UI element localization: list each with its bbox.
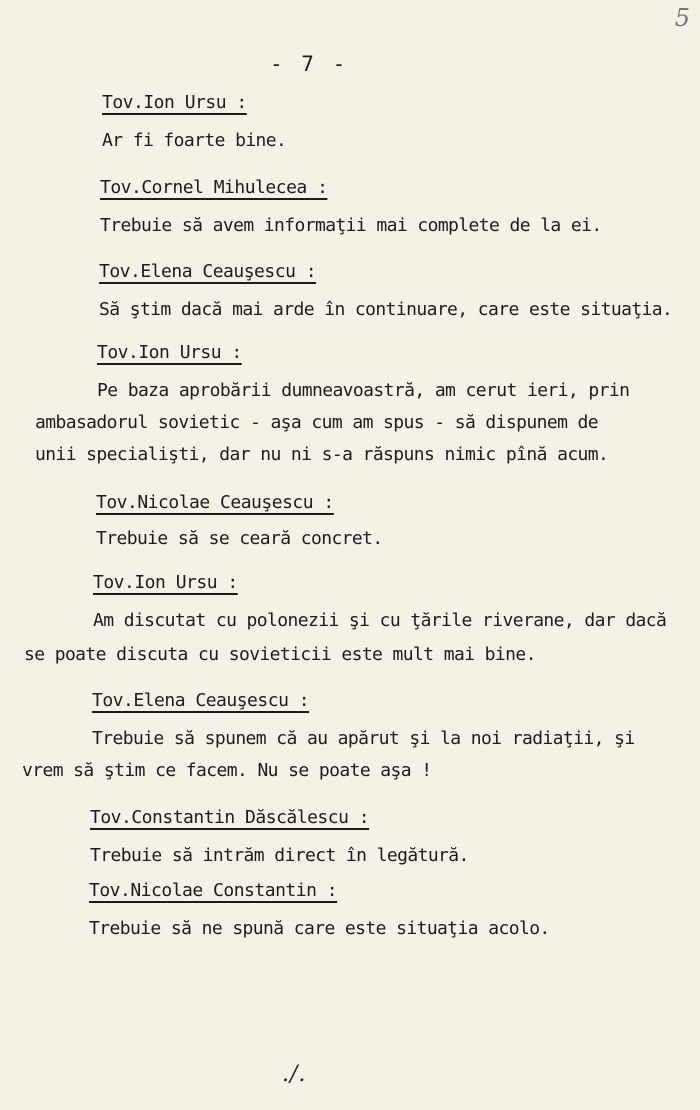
speech-line: vrem să ştim ce facem. Nu se poate aşa ! xyxy=(22,760,432,781)
speaker-name: Tov.Elena Ceauşescu : xyxy=(99,261,317,282)
speech-line: se poate discuta cu sovieticii este mult mai bine. xyxy=(24,644,536,665)
speaker-name: Tov.Nicolae Constantin : xyxy=(89,880,338,901)
speaker-name: Tov.Constantin Dăscălescu : xyxy=(90,807,370,828)
speaker-name: Tov.Cornel Mihulecea : xyxy=(100,177,328,198)
continuation-mark: ./. xyxy=(282,1062,307,1087)
speech-line: Trebuie să spunem că au apărut şi la noi radiaţii, şi xyxy=(92,728,635,749)
speech-line: Am discutat cu polonezii şi cu ţările riverane, dar dacă xyxy=(93,610,667,631)
page-number: - 7 - xyxy=(270,52,349,76)
speech-line: Trebuie să intrăm direct în legătură. xyxy=(90,845,469,866)
speech-line: ambasadorul sovietic - aşa cum am spus - să dispunem de xyxy=(35,412,599,433)
speech-line: Să ştim dacă mai arde în continuare, care este situaţia. xyxy=(99,299,673,320)
speech-line: Trebuie să avem informaţii mai complete de la ei. xyxy=(100,215,602,236)
corner-page-mark: 5 xyxy=(674,4,690,32)
speaker-name: Tov.Ion Ursu : xyxy=(97,342,242,363)
speaker-name: Tov.Ion Ursu : xyxy=(102,92,247,113)
speaker-name: Tov.Nicolae Ceauşescu : xyxy=(96,492,334,513)
speaker-name: Tov.Elena Ceauşescu : xyxy=(92,690,310,711)
speech-line: Trebuie să ne spună care este situaţia acolo. xyxy=(89,918,550,939)
speech-line: Ar fi foarte bine. xyxy=(102,130,287,151)
speech-line: Pe baza aprobării dumneavoastră, am cerut ieri, prin xyxy=(97,380,630,401)
speech-line: unii specialişti, dar nu ni s-a răspuns nimic pînă acum. xyxy=(35,444,609,465)
speech-line: Trebuie să se ceară concret. xyxy=(96,528,383,549)
speaker-name: Tov.Ion Ursu : xyxy=(93,572,238,593)
